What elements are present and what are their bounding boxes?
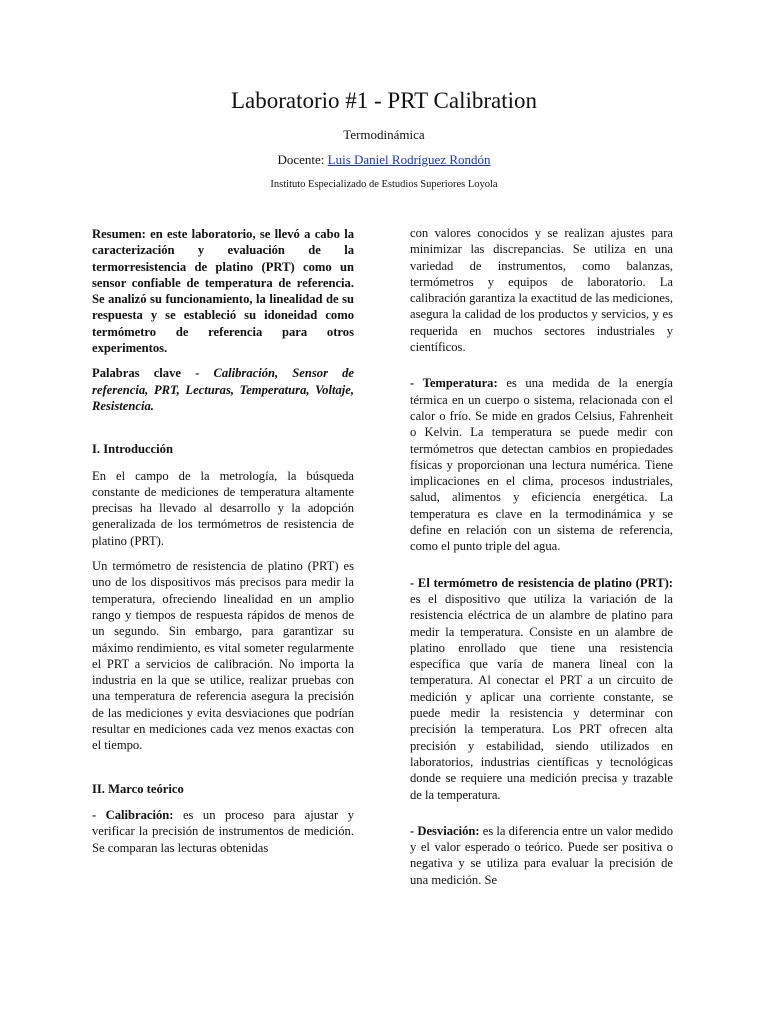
deviation-term: - Desviación:	[410, 823, 480, 838]
intro-paragraph-2: Un termómetro de resistencia de platino (PRT) es uno de los dispositivos más precisos para medir la temperatura, ofreciendo linealidad en un amplio rango y tiempos de respuesta rápidos de menos de un segundo. Sin embargo, para garantizar su máximo rendimiento, es vital someter regularmente el PRT a servicios de calibración. No importa la industria en la que se utilice, realizar pruebas con una temperatura de referencia asegura la precisión de las mediciones y evita desviaciones que podrían resultar en mediciones cada vez menos exactas con el tiempo.	[92, 559, 354, 753]
section-heading-introduction: I. Introducción	[92, 442, 173, 457]
temperature-paragraph	[410, 375, 673, 554]
docente-line	[0, 152, 768, 168]
temperature-text: es una medida de la energía térmica en un cuerpo o sistema, relacionada con el calor o frío. Se mide en grados Celsius, Fahrenheit o Kelvin. La temperatura se puede medir con termómetros que detectan cambios en propiedades físicas y proporcionan una lectura numérica. Tiene implicaciones en el clima, procesos industriales, salud, alimentos y eficiencia energética. La temperatura es clave en la termodinámica y se define en relación con un sistema de referencia, como el punto triple del agua.	[410, 376, 674, 554]
right-column	[410, 225, 673, 897]
docente-link[interactable]: Luis Daniel Rodríguez Rondón	[327, 152, 491, 167]
paper-subtitle: Termodinámica	[343, 127, 425, 142]
deviation-text: es la diferencia entre un valor medido y el valor esperado o teórico. Puede ser positiva o negativa y se utiliza para evaluar la precisión de una medición. Se	[410, 823, 673, 887]
institution: Instituto Especializado de Estudios Superiores Loyola	[270, 179, 498, 190]
keywords-list: Calibración, Sensor de referencia, PRT, Lecturas, Temperatura, Voltaje, Resistencia.	[92, 366, 355, 413]
calibration-continuation: con valores conocidos y se realizan ajustes para minimizar las discrepancias. Se utiliza en una variedad de instrumentos, como balanzas, termómetros y equipos de laboratorio. La calibración garantiza la exactitud de las mediciones, asegura la calidad de los productos y servicios, y es requerida en muchos sectores industriales y científicos.	[410, 226, 673, 355]
prt-text: es el dispositivo que utiliza la variación de la resistencia eléctrica de un alambre de platino para medir la temperatura. Consiste en un alambre de platino enrollado que tiene una resistencia específica que varía de manera lineal con la temperatura. Al conectar el PRT a un circuito de medición y aplicar una corriente constante, se puede medir la resistencia y determinar con precisión la temperatura. Los PRT ofrecen alta precisión y estabilidad, siendo utilizados en laboratorios, industrias científicas y tecnológicas donde se requiere una medición precisa y trazable de la temperatura.	[410, 591, 673, 802]
intro-paragraph-1: En el campo de la metrología, la búsqueda constante de mediciones de temperatura altamente precisas ha llevado al desarrollo y la adopción generalizada de los termómetros de resistencia de platino (PRT).	[92, 468, 354, 548]
abstract: Resumen: en este laboratorio, se llevó a cabo la caracterización y evaluación de la termorresistencia de platino (PRT) como un sensor confiable de temperatura de referencia. Se analizó su funcionamiento, la linealidad de su respuesta y se estableció su idoneidad como termómetro de referencia para otros experimentos.	[92, 227, 354, 356]
paper-title: Laboratorio #1 - PRT Calibration	[230, 88, 538, 113]
calibration-paragraph	[92, 807, 354, 856]
prt-term: - El termómetro de resistencia de platino (PRT):	[410, 575, 673, 590]
calibration-text: es un proceso para ajustar y verificar la precisión de instrumentos de medición. Se comparan las lecturas obtenidas	[92, 807, 354, 855]
deviation-paragraph	[410, 823, 673, 888]
section-heading-marco-teorico: II. Marco teórico	[92, 781, 184, 796]
left-column	[92, 226, 354, 865]
keywords	[92, 365, 354, 414]
temperature-term: - Temperatura:	[410, 376, 498, 391]
keywords-label: Palabras clave -	[92, 366, 214, 381]
docente-label: Docente:	[277, 152, 328, 167]
calibration-term: - Calibración:	[92, 807, 174, 822]
prt-paragraph	[410, 575, 673, 803]
